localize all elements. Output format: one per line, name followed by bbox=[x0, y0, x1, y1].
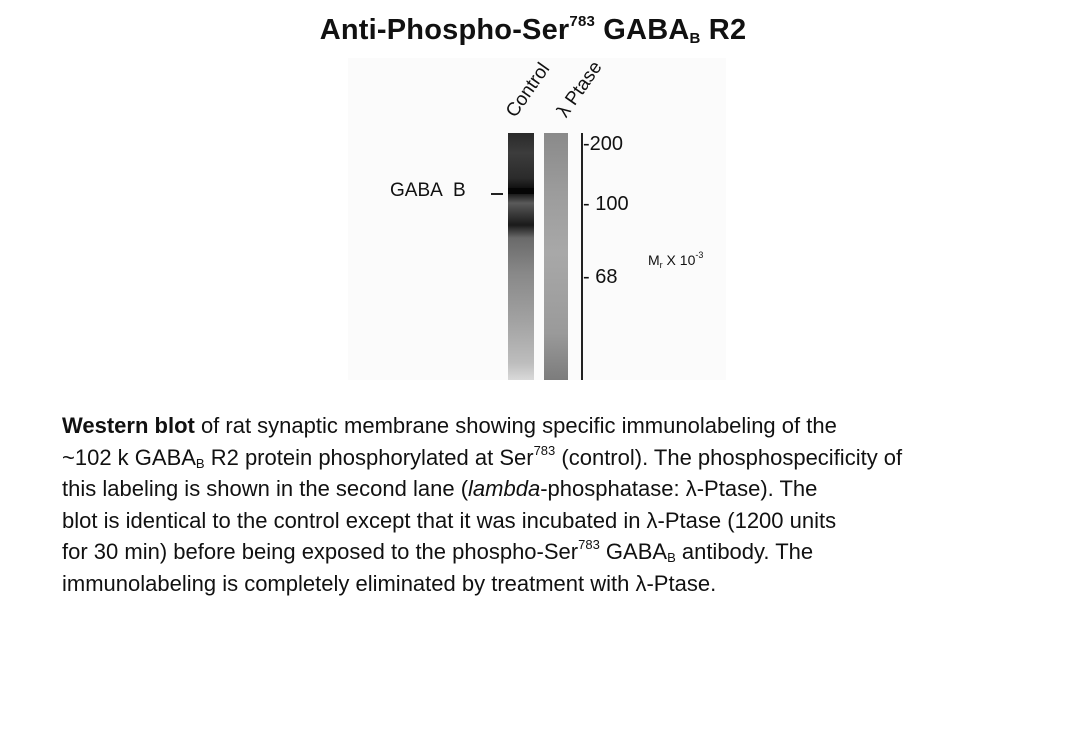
figure-caption bbox=[62, 410, 1072, 599]
caption-text: -phosphatase: λ-Ptase). The bbox=[540, 476, 818, 501]
unit-m: M bbox=[648, 252, 660, 268]
blot-lane-control bbox=[508, 133, 534, 380]
band-label-gaba-b: GABA B bbox=[390, 180, 466, 201]
molecular-weight-unit bbox=[648, 252, 703, 268]
caption-text: R2 protein phosphorylated at Ser bbox=[204, 444, 534, 470]
title-gaba-subscript: B bbox=[689, 30, 701, 47]
caption-line-6: immunolabeling is completely eliminated by treatment with λ-Ptase. bbox=[62, 570, 717, 596]
caption-text: of rat synaptic membrane showing specific immunolabeling of the bbox=[194, 413, 837, 438]
caption-text: for 30 min) before being exposed to the phospho-Ser bbox=[62, 539, 579, 564]
marker-label-200: -200 bbox=[583, 133, 624, 155]
caption-bold-lead: Western blot bbox=[62, 413, 195, 438]
caption-line-5 bbox=[62, 536, 1072, 568]
title-gaba: GABA bbox=[595, 14, 690, 46]
caption-superscript: 783 bbox=[578, 537, 600, 552]
unit-x10: X 10 bbox=[662, 252, 696, 268]
title-ser-superscript: 783 bbox=[569, 13, 596, 30]
marker-axis-line bbox=[581, 133, 583, 380]
marker-label-68: - 68 bbox=[583, 266, 618, 288]
caption-line-4: blot is identical to the control except that it was incubated in λ-Ptase (1200 units bbox=[62, 507, 837, 533]
caption-superscript: 783 bbox=[533, 442, 556, 458]
band-indicator-tick bbox=[491, 193, 503, 195]
title-prefix: Anti-Phospho-Ser bbox=[319, 14, 570, 46]
lane-label-ptase: λ Ptase bbox=[552, 57, 607, 122]
caption-subscript: B bbox=[195, 455, 205, 471]
caption-text: antibody. The bbox=[675, 539, 814, 564]
caption-line-3 bbox=[62, 473, 1072, 505]
caption-text: ~102 k GABA bbox=[62, 444, 196, 470]
caption-text: this labeling is shown in the second lane ( bbox=[62, 476, 469, 501]
title-suffix: R2 bbox=[700, 14, 747, 46]
caption-text: (control). The phosphospecificity of bbox=[555, 444, 903, 470]
blot-lane-ptase bbox=[544, 133, 568, 380]
blot-panel-background bbox=[348, 58, 726, 380]
unit-exponent: -3 bbox=[695, 250, 704, 260]
caption-line-1 bbox=[62, 410, 1072, 442]
caption-line-2 bbox=[62, 442, 1072, 474]
unit-m-subscript: r bbox=[659, 260, 663, 270]
caption-subscript: B bbox=[667, 550, 676, 565]
caption-text: GABA bbox=[599, 539, 668, 564]
lane-label-control: Control bbox=[501, 59, 555, 122]
caption-italic: lambda bbox=[468, 476, 541, 501]
marker-label-100: - 100 bbox=[583, 193, 629, 215]
